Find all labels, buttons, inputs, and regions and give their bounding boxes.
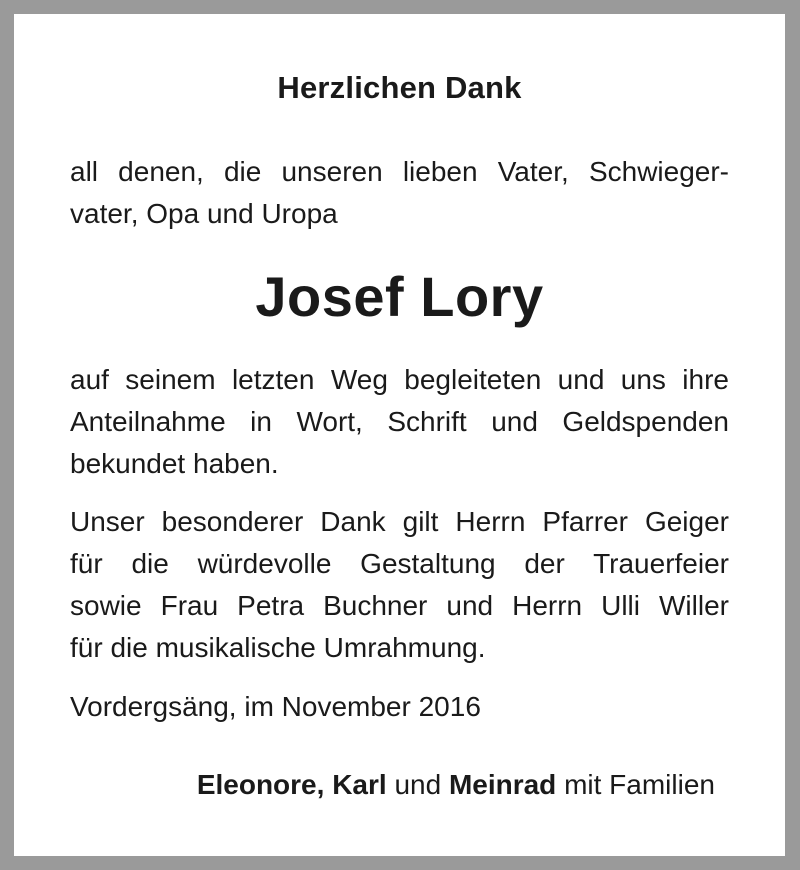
signature-name-meinrad: Meinrad <box>448 769 557 800</box>
thanks-paragraph <box>70 359 729 485</box>
signature-conjunction: und <box>394 769 442 800</box>
deceased-name: Josef Lory <box>255 265 544 328</box>
special-thanks-paragraph <box>70 501 729 669</box>
thanks-line: auf seinem letzten Weg begleiteten und uns ihre <box>70 364 729 395</box>
special-line: für die würdevolle Gestaltung der Trauerfeier <box>70 548 729 579</box>
intro-line: all denen, die unseren lieben Vater, Schwieger- <box>70 156 729 187</box>
thanks-line: bekundet haben. <box>70 448 279 479</box>
special-line: Unser besonderer Dank gilt Herrn Pfarrer Geiger <box>70 506 729 537</box>
notice-heading: Herzlichen Dank <box>277 70 522 105</box>
signature-name-karl: Karl <box>332 769 387 800</box>
special-line: für die musikalische Umrahmung. <box>70 632 486 663</box>
signature-suffix: mit Familien <box>564 769 715 800</box>
intro-line: vater, Opa und Uropa <box>70 198 338 229</box>
place-and-date: Vordergsäng, im November 2016 <box>70 691 481 722</box>
signature <box>197 764 715 806</box>
special-line: sowie Frau Petra Buchner und Herrn Ulli Willer <box>70 590 729 621</box>
signature-name-eleonore: Eleonore, <box>196 769 325 800</box>
thank-you-notice <box>14 14 785 856</box>
intro-paragraph <box>70 151 729 235</box>
thanks-line: Anteilnahme in Wort, Schrift und Geldspenden <box>70 406 729 437</box>
